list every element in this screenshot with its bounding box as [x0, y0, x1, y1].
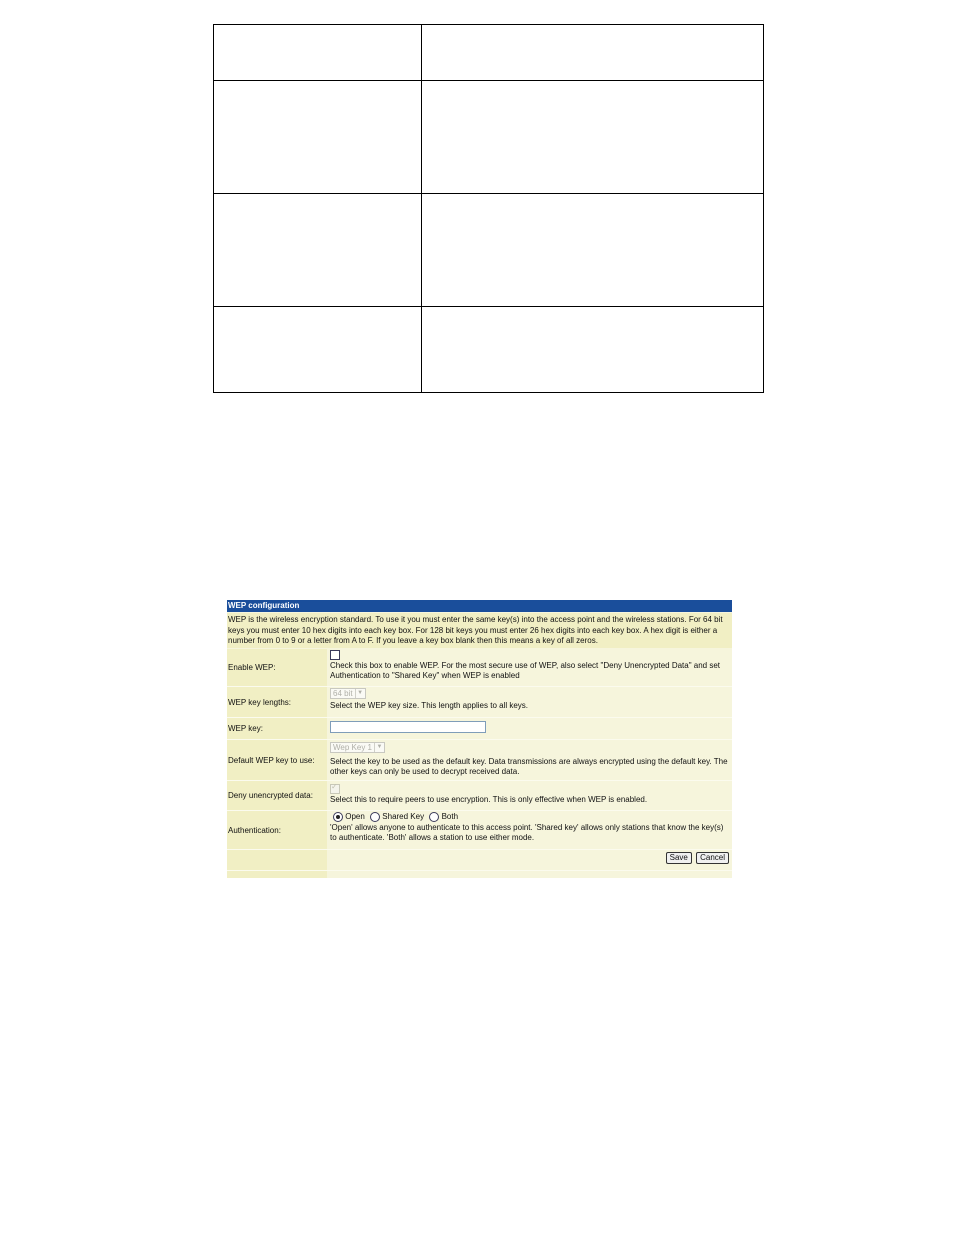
buttons-row-value	[328, 850, 732, 870]
wep-key-input[interactable]	[330, 721, 486, 733]
table-cell	[214, 25, 422, 81]
default-key-selected: Wep Key 1	[333, 742, 372, 752]
save-button[interactable]: Save	[666, 852, 692, 864]
key-length-help: Select the WEP key size. This length applies to all keys.	[330, 701, 529, 710]
buttons-row-label	[227, 850, 327, 870]
enable-wep-help: Check this box to enable WEP. For the most secure use of WEP, also select "Deny Unencrypted Data" and set Authentication to "Shared Key" when WEP is enabled	[330, 661, 721, 680]
auth-shared-key-label: Shared Key	[382, 812, 425, 822]
chevron-down-icon: ▼	[355, 689, 365, 698]
authentication-help: 'Open' allows anyone to authenticate to this access point. 'Shared key' allows only stations that know the key(s) to authenticate. 'Both' allows a station to use either mode.	[330, 823, 724, 842]
document-table	[213, 24, 764, 393]
buttons-row	[227, 850, 732, 870]
table-cell	[214, 194, 422, 307]
key-length-selected: 64 bit	[333, 688, 353, 698]
table-row	[214, 25, 764, 81]
key-length-label: WEP key lengths:	[227, 687, 327, 717]
empty-row-label	[227, 871, 327, 878]
deny-unencrypted-row	[227, 781, 732, 810]
enable-wep-row	[227, 649, 732, 686]
wep-configuration-panel	[227, 600, 732, 878]
deny-unencrypted-label: Deny unencrypted data:	[227, 781, 327, 810]
table-row	[214, 307, 764, 393]
auth-both-radio[interactable]	[429, 812, 439, 822]
default-key-label: Default WEP key to use:	[227, 740, 327, 780]
empty-row	[227, 871, 732, 878]
wep-key-value	[328, 718, 732, 739]
default-key-select[interactable]	[330, 742, 385, 753]
enable-wep-value	[328, 649, 732, 686]
deny-unencrypted-value	[328, 781, 732, 810]
table-cell	[422, 81, 764, 194]
authentication-row	[227, 811, 732, 849]
enable-wep-label: Enable WEP:	[227, 649, 327, 686]
authentication-label: Authentication:	[227, 811, 327, 849]
key-length-value	[328, 687, 732, 717]
wep-key-row	[227, 718, 732, 739]
authentication-options	[330, 812, 730, 823]
auth-open-label: Open	[345, 812, 365, 822]
cancel-button[interactable]: Cancel	[696, 852, 729, 864]
key-length-row	[227, 687, 732, 717]
deny-unencrypted-help: Select this to require peers to use encryption. This is only effective when WEP is enabled.	[330, 795, 648, 804]
table-row	[214, 194, 764, 307]
empty-row-value	[328, 871, 732, 878]
table-cell	[422, 307, 764, 393]
default-key-value	[328, 740, 732, 780]
table-cell	[422, 194, 764, 307]
auth-both-label: Both	[441, 812, 459, 822]
table-cell	[214, 307, 422, 393]
table-cell	[214, 81, 422, 194]
auth-shared-key-radio[interactable]	[370, 812, 380, 822]
panel-title: WEP configuration	[227, 600, 732, 612]
default-key-row	[227, 740, 732, 780]
chevron-down-icon: ▼	[374, 743, 384, 752]
key-length-select[interactable]	[330, 688, 366, 699]
enable-wep-checkbox[interactable]	[330, 650, 340, 660]
deny-unencrypted-checkbox[interactable]	[330, 784, 340, 794]
intro-text: WEP is the wireless encryption standard. To use it you must enter the same key(s) into the access point and the wireless stations. For 64 bit keys you must enter 10 hex digits into each key box. For 128 bit keys you must enter 26 hex digits into each key box. A hex digit is either a number from 0 to 9 or a letter from A to F. If you leave a key box blank then this means a key of all zeros.	[227, 613, 732, 648]
table-row	[214, 81, 764, 194]
auth-open-radio[interactable]	[333, 812, 343, 822]
wep-key-label: WEP key:	[227, 718, 327, 739]
default-key-help: Select the key to be used as the default key. Data transmissions are always encrypted using the default key. The other keys can only be used to decrypt received data.	[330, 757, 728, 776]
authentication-value	[328, 811, 732, 849]
table-cell	[422, 25, 764, 81]
